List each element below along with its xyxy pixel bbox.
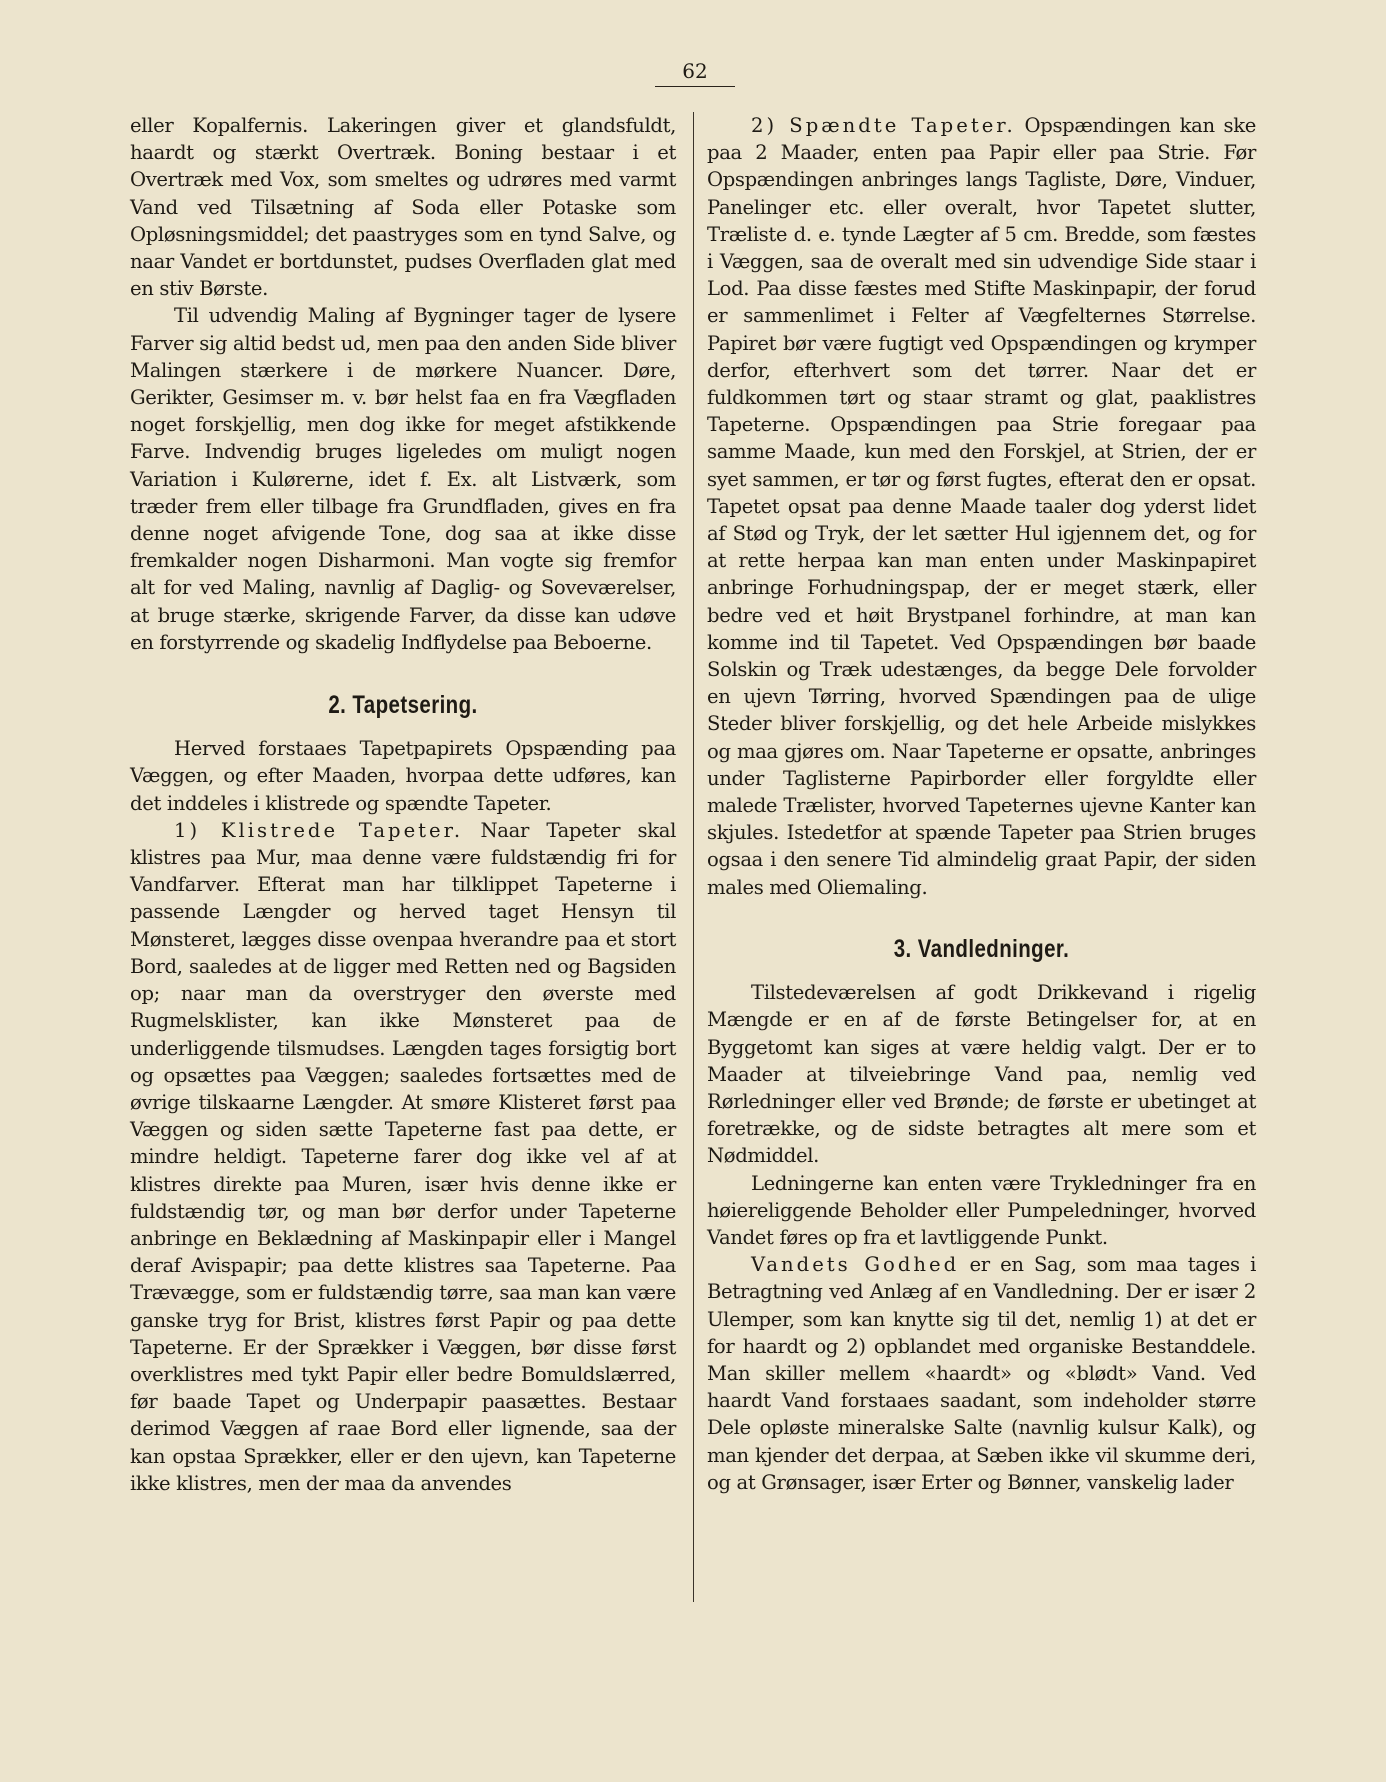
paragraph-spaendte-tapeter xyxy=(707,112,1256,901)
paragraph-godhed-body: er en Sag, som maa tages i Betragtning ved Anlæg af en Vandledning. Der er især 2 Ulemper, som kan knytte sig til det, nemlig 1) at det er for haardt og 2) opblandet med organiske Bestanddele. Man skiller mellem «haardt» og «blødt» Vand. Ved haardt Vand forstaaes saadant, som indeholder større Dele opløste mineralske Salte (navnlig kulsur Kalk), og man kjender det derpaa, at Sæben ikke vil skumme deri, og at Grønsager, især Erter og Bønner, vanskelig lader xyxy=(707,1253,1257,1494)
paragraph-drikkevand: Tilstedeværelsen af godt Drikkevand i rigelig Mængde er en af de første Betingelser for, at en Byggetomt kan siges at være heldig valgt. Der er to Maader at tilveiebringe Vand paa, nemlig ved Rørledninger eller ved Brønde; de første er ubetinget at foretrække, og de sidste betragtes alt mere som et Nødmiddel. xyxy=(707,981,1256,1168)
section-heading-vandledninger: 3. Vandledninger. xyxy=(893,934,1070,963)
paragraph-spaendte-body: Opspændingen kan ske paa 2 Maader, enten paa Papir eller paa Strie. Før Opspændingen anbringes langs Tagliste, Døre, Vinduer, Panelinger etc. eller overalt, hvor Tapetet slutter, Træliste d. e. tynde Lægter af 5 cm. Bredde, som fæstes i Væggen, saa de overalt med sin udvendige Side staar i Lod. Paa disse fæstes med Stifte Maskinpapir, der forud er sammenlimet i Felter af Vægfelternes Størrelse. Papiret bør være fugtigt ved Opspændingen og krymper derfor, efterhvert som det tørrer. Naar det er fuldkommen tørt og staar stramt og glat, paaklistres Tapeterne. Opspændingen paa Strie foregaar paa samme Maade, kun med den Forskjel, at Strien, der er syet sammen, er tør og først fugtes, efterat den er opsat. Tapetet opsat paa denne Maade taaler dog yderst lidet af Stød og Tryk, der let sætter Hul igjennem det, og for at rette herpaa kan man enten under Maskinpapiret anbringe Forhudningspap, der er meget stærk, eller bedre ved et høit Brystpanel forhindre, at man kan komme ind til Tapetet. Ved Opspændingen bør baade Solskin og Træk udestænges, da begge Dele forvolder en ujevn Tørring, hvorved Spændingen paa de ulige Steder bliver forskjellig, og det hele Arbeide mislykkes og maa gjøres om. Naar Tapeterne er opsatte, anbringes under Taglisterne Papirborder eller forgyldte eller malede Trælister, hvorved Tapeternes ujevne Kanter kan skjules. Istedetfor at spænde Tapeter paa Strien bruges ogsaa i den senere Tid almindelig graat Papir, der siden males med Oliemaling. xyxy=(707,114,1256,899)
paragraph-udvendig-maling: Til udvendig Maling af Bygninger tager de lysere Farver sig altid bedst ud, men paa den anden Side bliver Malingen stærkere i de mørkere Nuancer. Døre, Gerikter, Gesimser m. v. bør helst faa en fra Vægfladen noget forskjellig, men dog ikke for meget afstikkende Farve. Indvendig bruges ligeledes om muligt nogen Variation i Kulørerne, idet f. Ex. alt Listværk, som træder frem eller tilbage fra Grundfladen, gives en fra denne noget afvigende Tone, dog saa at ikke disse fremkalder nogen Disharmoni. Man vogte sig fremfor alt for ved Maling, navnlig af Daglig- og Soveværelser, at bruge stærke, skrigende Farver, da disse kan udøve en forstyrrende og skadelig Indflydelse paa Beboerne. xyxy=(130,304,676,654)
left-column xyxy=(130,112,676,1497)
term-vandets-godhed: Vandets Godhed xyxy=(751,1253,960,1277)
term-klistrede-tapeter: 1) Klistrede Tapeter. xyxy=(174,818,464,842)
paragraph-ledningerne: Ledningerne kan enten være Trykledninger fra en høiereliggende Beholder eller Pumpeledninger, hvorved Vandet føres op fra et lavtliggende Punkt. xyxy=(707,1171,1256,1249)
page-number-rule xyxy=(655,86,735,87)
page-number: 62 xyxy=(682,59,708,83)
paragraph-tapetsering-intro: Herved forstaaes Tapetpapirets Opspænding paa Væggen, og efter Maaden, hvorpaa dette udføres, kan det inddeles i klistrede og spændte Tapeter. xyxy=(130,737,676,815)
paragraph-lakering: eller Kopalfernis. Lakeringen giver et glandsfuldt, haardt og stærkt Overtræk. Boning bestaar i et Overtræk med Vox, som smeltes og udrøres med varmt Vand ved Tilsætning af Soda eller Potaske som Opløsningsmiddel; det paastryges som en tynd Salve, og naar Vandet er bortdunstet, pudses Overfladen glat med en stiv Børste. xyxy=(130,114,676,301)
column-divider xyxy=(693,112,694,1602)
paragraph-klistrede-body: Naar Tapeter skal klistres paa Mur, maa denne være fuldstændig fri for Vandfarver. Efterat man har tilklippet Tapeterne i passende Længder og herved taget Hensyn til Mønsteret, lægges disse ovenpaa hverandre paa et stort Bord, saaledes at de ligger med Retten ned og Bagsiden op; naar man da overstryger den øverste med Rugmelsklister, kan ikke Mønsteret paa de underliggende tilsmudses. Længden tages forsigtig bort og opsættes paa Væggen; saaledes fortsættes med de øvrige tilskaarne Længder. At smøre Klisteret først paa Væggen og siden sætte Tapeterne fast paa dette, er mindre heldigt. Tapeterne farer dog ikke vel af at klistres direkte paa Muren, især hvis denne ikke er fuldstændig tør, og man bør derfor under Tapeterne anbringe en Beklædning af Maskinpapir eller i Mangel deraf Avispapir; paa dette klistres saa Tapeterne. Paa Trævægge, som er fuldstændig tørre, saa man kan være ganske tryg for Brist, klistres først Papir og paa dette Tapeterne. Er der Sprækker i Væggen, bør disse først overklistres med tykt Papir eller bedre Bomuldslærred, før baade Tapet og Underpapir paasættes. Bestaar derimod Væggen af raae Bord eller lignende, saa der kan opstaa Sprækker, eller er den ujevn, kan Tapeterne ikke klistres, men der maa da anvendes xyxy=(130,818,676,1495)
right-column xyxy=(707,112,1256,1496)
paragraph-vandets-godhed xyxy=(707,1251,1256,1496)
section-heading-tapetsering: 2. Tapetsering. xyxy=(328,691,478,720)
paragraph-klistrede-tapeter xyxy=(130,817,676,1497)
term-spaendte-tapeter: 2) Spændte Tapeter. xyxy=(751,114,1016,137)
